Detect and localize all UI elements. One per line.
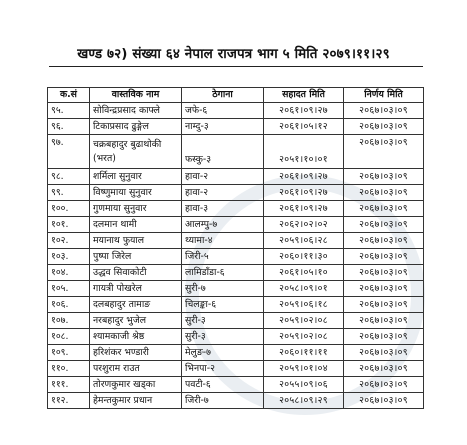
row-name: सोविन्द्रप्रसाद काफ्ले xyxy=(90,103,182,119)
table-row xyxy=(48,135,424,169)
row-date: २०५८।०९।२९ xyxy=(264,393,344,409)
row-name: नरबहादुर भुजेल xyxy=(90,313,182,329)
row-date: २०६१।०५।१० xyxy=(264,265,344,281)
row-name: दलमान थामी xyxy=(90,217,182,233)
page-header-title: खण्ड ७२) संख्या ६४ नेपाल राजपत्र भाग ५ मिति २०७९।११।२९ xyxy=(77,46,390,62)
row-serial: १०६. xyxy=(48,297,90,313)
table-row xyxy=(48,281,424,297)
row-date: २०६१।०९।२७ xyxy=(264,169,344,185)
row-date: २०५९।०२।०८ xyxy=(264,313,344,329)
column-header-name: वास्तविक नाम xyxy=(90,88,182,103)
table-row xyxy=(48,329,424,345)
row-date: २०५९।०१।०४ xyxy=(264,361,344,377)
row-serial: ९५. xyxy=(48,103,90,119)
table-row xyxy=(48,265,424,281)
row-decision: २०६७।०३।०९ xyxy=(344,345,424,361)
row-serial: १०९. xyxy=(48,345,90,361)
column-header-sn: क.सं xyxy=(48,88,90,103)
table-row xyxy=(48,119,424,135)
row-date: २०६१।०९।२७ xyxy=(264,103,344,119)
row-address: भिनपा-२ xyxy=(182,361,264,377)
row-serial: ९७. xyxy=(48,135,90,169)
column-header-decision: निर्णय मिति xyxy=(344,88,424,103)
row-address: चिलङ्का-६ xyxy=(182,297,264,313)
row-decision: २०६७।०३।०९ xyxy=(344,135,424,169)
row-address: जिरी-५ xyxy=(182,249,264,265)
row-serial: १०७. xyxy=(48,313,90,329)
table-row xyxy=(48,217,424,233)
row-name: दलबहादुर तामाङ xyxy=(90,297,182,313)
row-name: शर्मिला सुनुवार xyxy=(90,169,182,185)
row-name: गुणमाया सुनुवार xyxy=(90,201,182,217)
row-name: टिकाप्रसाद ढुङ्गेल xyxy=(90,119,182,135)
row-serial: १०८. xyxy=(48,329,90,345)
row-decision: २०६७।०३।०९ xyxy=(344,313,424,329)
row-decision: २०६७।०३।०९ xyxy=(344,103,424,119)
row-date: २०५८।०९।०१ xyxy=(264,281,344,297)
row-address: लामिडाँडा-६ xyxy=(182,265,264,281)
row-name: पुष्पा जिरेल xyxy=(90,249,182,265)
row-name: परशुराम राउत xyxy=(90,361,182,377)
row-decision: २०६७।०३।०९ xyxy=(344,249,424,265)
row-serial: ९६. xyxy=(48,119,90,135)
table-row xyxy=(48,297,424,313)
row-address: सुरी-३ xyxy=(182,313,264,329)
row-decision: २०६७।०३।०९ xyxy=(344,185,424,201)
row-decision: २०६७।०३।०९ xyxy=(344,297,424,313)
row-address: थ्यामा-४ xyxy=(182,233,264,249)
row-address: जिरी-७ xyxy=(182,393,264,409)
row-serial: १०५. xyxy=(48,281,90,297)
row-decision: २०६७।०३।०९ xyxy=(344,265,424,281)
table-row xyxy=(48,233,424,249)
row-date: २०६०।११।३० xyxy=(264,249,344,265)
row-address: सुरी-७ xyxy=(182,281,264,297)
row-address: हावा-३ xyxy=(182,201,264,217)
table-row xyxy=(48,313,424,329)
row-serial: ११२. xyxy=(48,393,90,409)
row-date: २०६१।०५।१२ xyxy=(264,119,344,135)
row-name: हेमन्तकुमार प्रधान xyxy=(90,393,182,409)
row-serial: १११. xyxy=(48,377,90,393)
row-serial: ११०. xyxy=(48,361,90,377)
row-address: सुरी-३ xyxy=(182,329,264,345)
row-date: २०६२।०२।०२ xyxy=(264,217,344,233)
row-name: हरिशंकर भण्डारी xyxy=(90,345,182,361)
table-row xyxy=(48,103,424,119)
row-name: श्यामकाजी श्रेष्ठ xyxy=(90,329,182,345)
row-decision: २०६७।०३।०९ xyxy=(344,169,424,185)
row-serial: ९९. xyxy=(48,185,90,201)
row-address: हावा-२ xyxy=(182,169,264,185)
row-date: २०६०।११।११ xyxy=(264,345,344,361)
row-date: २०५५।०९।०६ xyxy=(264,377,344,393)
row-decision: २०६७।०३।०९ xyxy=(344,201,424,217)
table-header-row xyxy=(48,88,424,103)
table-row xyxy=(48,393,424,409)
row-address: आलम्पु-७ xyxy=(182,217,264,233)
row-date: २०५९।०६।२८ xyxy=(264,233,344,249)
row-serial: १०४. xyxy=(48,265,90,281)
row-name: उद्धव सिवाकोटी xyxy=(90,265,182,281)
table-row xyxy=(48,361,424,377)
row-date: २०६१।०९।२७ xyxy=(264,201,344,217)
row-address: नाम्दु-३ xyxy=(182,119,264,135)
row-name: विष्णुमाया सुनुवार xyxy=(90,185,182,201)
row-date: २०५९।०२।०८ xyxy=(264,329,344,345)
row-serial: ९८. xyxy=(48,169,90,185)
row-address: हावा-२ xyxy=(182,185,264,201)
table-row xyxy=(48,169,424,185)
table-row xyxy=(48,345,424,361)
row-decision: २०६७।०३।०९ xyxy=(344,233,424,249)
row-serial: १०२. xyxy=(48,233,90,249)
row-decision: २०६७।०३।०९ xyxy=(344,119,424,135)
martyrs-table xyxy=(47,87,424,409)
row-serial: १००. xyxy=(48,201,90,217)
row-decision: २०६७।०३।०९ xyxy=(344,377,424,393)
row-serial: १०१. xyxy=(48,217,90,233)
row-name: तोरणकुमार खड्का xyxy=(90,377,182,393)
row-address: पवटी-६ xyxy=(182,377,264,393)
row-name: चक्रबहादुर बुढाथोकी (भरत) xyxy=(90,135,182,169)
row-decision: २०६७।०३।०९ xyxy=(344,329,424,345)
column-header-address: ठेगाना xyxy=(182,88,264,103)
row-address: जफे-६ xyxy=(182,103,264,119)
row-decision: २०६७।०३।०९ xyxy=(344,393,424,409)
row-decision: २०६७।०३।०९ xyxy=(344,217,424,233)
row-date: २०५१।१०।०१ xyxy=(264,135,344,169)
header-rule xyxy=(49,66,423,67)
row-serial: १०३. xyxy=(48,249,90,265)
row-name: गायत्री पोखरेल xyxy=(90,281,182,297)
row-decision: २०६७।०३।०९ xyxy=(344,281,424,297)
table-row xyxy=(48,249,424,265)
table-row xyxy=(48,185,424,201)
row-address: फस्कु-३ xyxy=(182,135,264,169)
column-header-date: सहादत मिति xyxy=(264,88,344,103)
table-row xyxy=(48,377,424,393)
row-decision: २०६७।०३।०९ xyxy=(344,361,424,377)
row-date: २०६१।०९।२७ xyxy=(264,185,344,201)
table-row xyxy=(48,201,424,217)
row-date: २०५९।०६।१८ xyxy=(264,297,344,313)
row-address: मेलुङ-७ xyxy=(182,345,264,361)
row-name: मयानाथ फुयाल xyxy=(90,233,182,249)
